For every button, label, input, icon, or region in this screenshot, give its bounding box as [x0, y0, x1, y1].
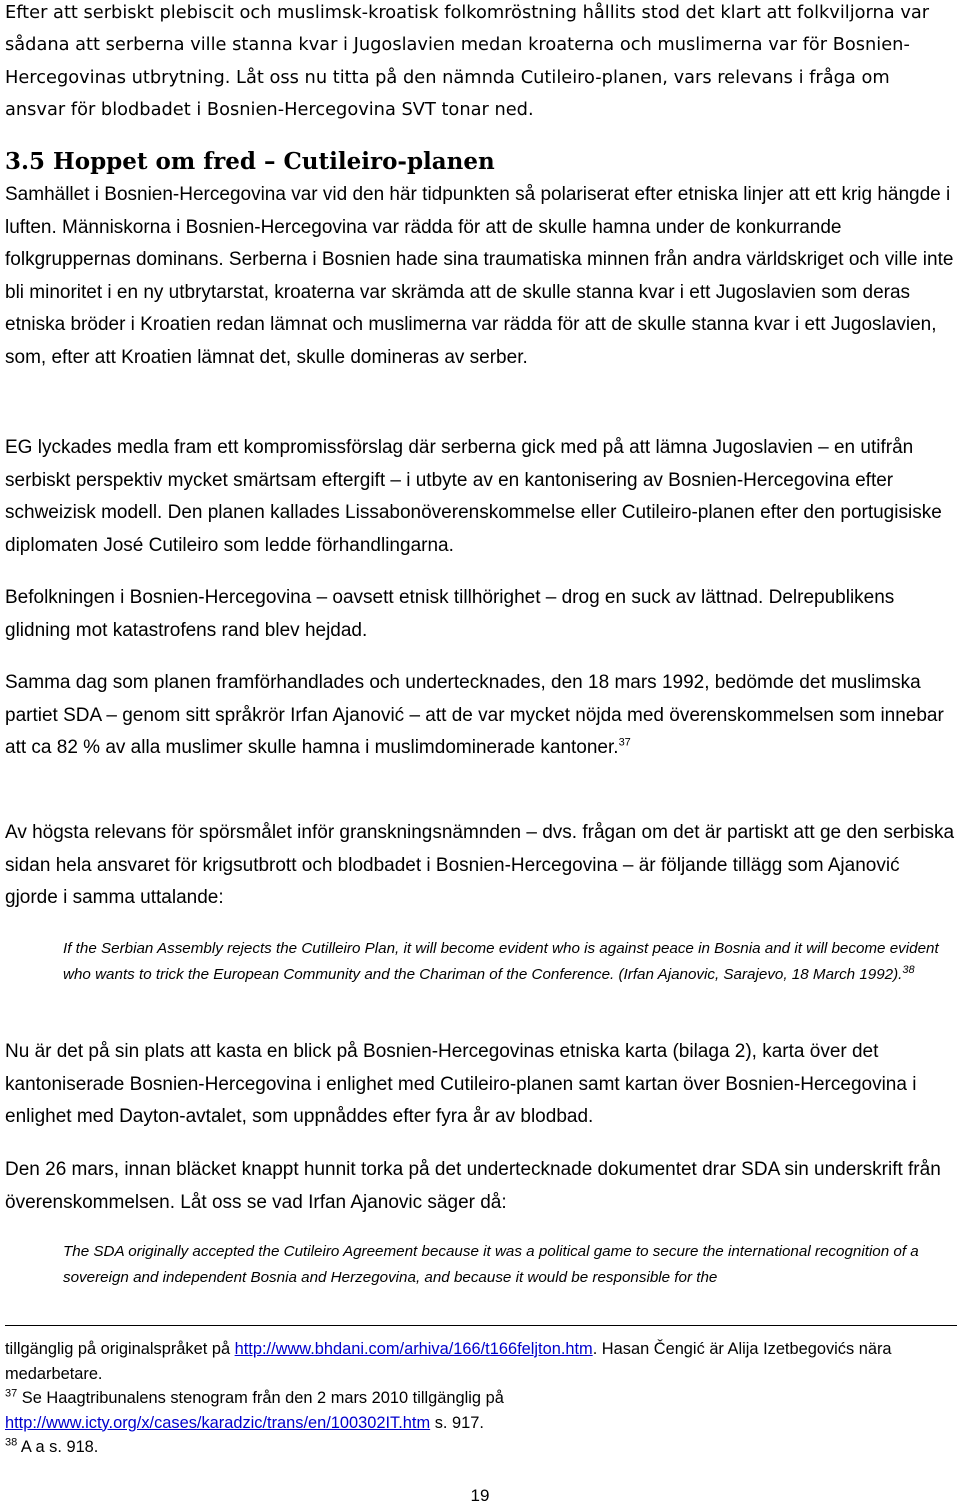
block-quote: The SDA originally accepted the Cutileiro Agreement because it was a political game to secure the international recognition of a sovereign and independent Bosnia and Herzegovina, and because it would be responsible for the [63, 1243, 919, 1286]
footnote-continued [5, 1337, 955, 1386]
page-number: 19 [470, 1486, 490, 1505]
footnote-37 [5, 1386, 955, 1435]
block-quote [63, 936, 943, 988]
footnote-link[interactable]: http://www.bhdani.com/arhiva/166/t166feljton.htm [234, 1340, 593, 1358]
body-paragraph: Samhället i Bosnien-Hercegovina var vid den här tidpunkten så polariserat efter etniska linjer att ett krig hängde i luften. Människorna i Bosnien-Hercegovina var rädda för att de skulle hamna under de konkurrande folkgruppernas dominans. Serberna i Bosnien hade sina traumatiska minnen från andra världskriget och ville inte bli minoritet i en ny utbrytarstat, kroaterna var skrämda att de skulle stanna kvar i ett Jugoslavien som deras etniska bröder i Kroatien redan lämnat och muslimerna var rädda för att de skulle stanna kvar i ett Jugoslavien, som, efter att Kroatien lämnat det, skulle domineras av serber. [5, 184, 954, 368]
footnote-38 [5, 1435, 955, 1460]
section-heading: 3.5 Hoppet om fred – Cutileiro-planen [5, 148, 495, 175]
body-paragraph: Befolkningen i Bosnien-Hercegovina – oavsett etnisk tillhörighet – drog en suck av lättnad. Delrepublikens glidning mot katastrofens rand blev hejdad. [5, 587, 895, 641]
body-paragraph: Av högsta relevans för spörsmålet inför granskningsnämnden – dvs. frågan om det är partiskt att ge den serbiska sidan hela ansvaret för krigsutbrott och blodbadet i Bosnien-Hercegovina – är följande tillägg som Ajanović gjorde i samma uttalande: [5, 822, 955, 908]
footnote-marker[interactable]: 38 [902, 963, 915, 976]
body-paragraph: Nu är det på sin plats att kasta en blick på Bosnien-Hercegovinas etniska karta (bilaga 2), karta över det kantoniserade Bosnien-Hercegovina i enlighet med Cutileiro-planen samt kartan över Bosnien-Hercegovina i enlighet med Dayton-avtalet, som uppnåddes efter fyra år av blodbad. [5, 1041, 917, 1127]
footnote-separator [5, 1325, 957, 1326]
footnote-text: . Hasan Čengić är Alija Izetbegovićs nära medarbetare. [5, 1340, 892, 1383]
quote-text: If the Serbian Assembly rejects the Cutilleiro Plan, it will become evident who is against peace in Bosnia and it will become evident who wants to trick the European Community and the Chariman of the Conference. (Irfan Ajanovic, Sarajevo, 18 March 1992). [63, 940, 939, 983]
footnote-number: 37 [5, 1387, 18, 1400]
footnote-link[interactable]: http://www.icty.org/x/cases/karadzic/trans/en/100302IT.htm [5, 1413, 431, 1432]
footnote-text: tillgänglig på originalspråket på [5, 1340, 235, 1358]
footnote-text: Se Haagtribunalens stenogram från den 2 mars 2010 tillgänglig på [17, 1389, 504, 1407]
footnotes [5, 1337, 955, 1460]
body-paragraph [5, 667, 955, 765]
footnote-number: 38 [5, 1436, 18, 1449]
footnote-text: s. 917. [430, 1413, 484, 1432]
body-paragraph: Efter att serbiskt plebiscit och muslimsk-kroatisk folkomröstning hållits stod det klart att folkviljorna var sådana att serberna ville stanna kvar i Jugoslavien medan kroaterna och muslimerna var för Bosnien-Hercegovinas utbrytning. Låt oss nu titta på den nämnda Cutileiro-planen, vars relevans i fråga om ansvar för blodbadet i Bosnien-Hercegovina SVT tonar ned. [5, 2, 930, 120]
body-paragraph: Den 26 mars, innan bläcket knappt hunnit torka på det undertecknade dokumentet drar SDA sin underskrift från överenskommelsen. Låt oss se vad Irfan Ajanovic säger då: [5, 1159, 941, 1213]
paragraph-text: Samma dag som planen framförhandlades och undertecknades, den 18 mars 1992, bedömde det muslimska partiet SDA – genom sitt språkrör Irfan Ajanović – att de var mycket nöjda med överenskommelsen som innebar att ca 82 % av alla muslimer skulle hamna i muslimdominerade kantoner. [5, 672, 944, 758]
footnote-marker[interactable]: 37 [618, 736, 631, 749]
footnote-text: A a s. 918. [17, 1438, 99, 1456]
body-paragraph: EG lyckades medla fram ett kompromissförslag där serberna gick med på att lämna Jugoslavien – en utifrån serbiskt perspektiv mycket smärtsam eftergift – i utbyte av en kantonisering av Bosnien-Hercegovina efter schweizisk modell. Den planen kallades Lissabonöverenskommelse eller Cutileiro-planen efter den portugisiske diplomaten José Cutileiro som ledde förhandlingarna. [5, 437, 942, 556]
